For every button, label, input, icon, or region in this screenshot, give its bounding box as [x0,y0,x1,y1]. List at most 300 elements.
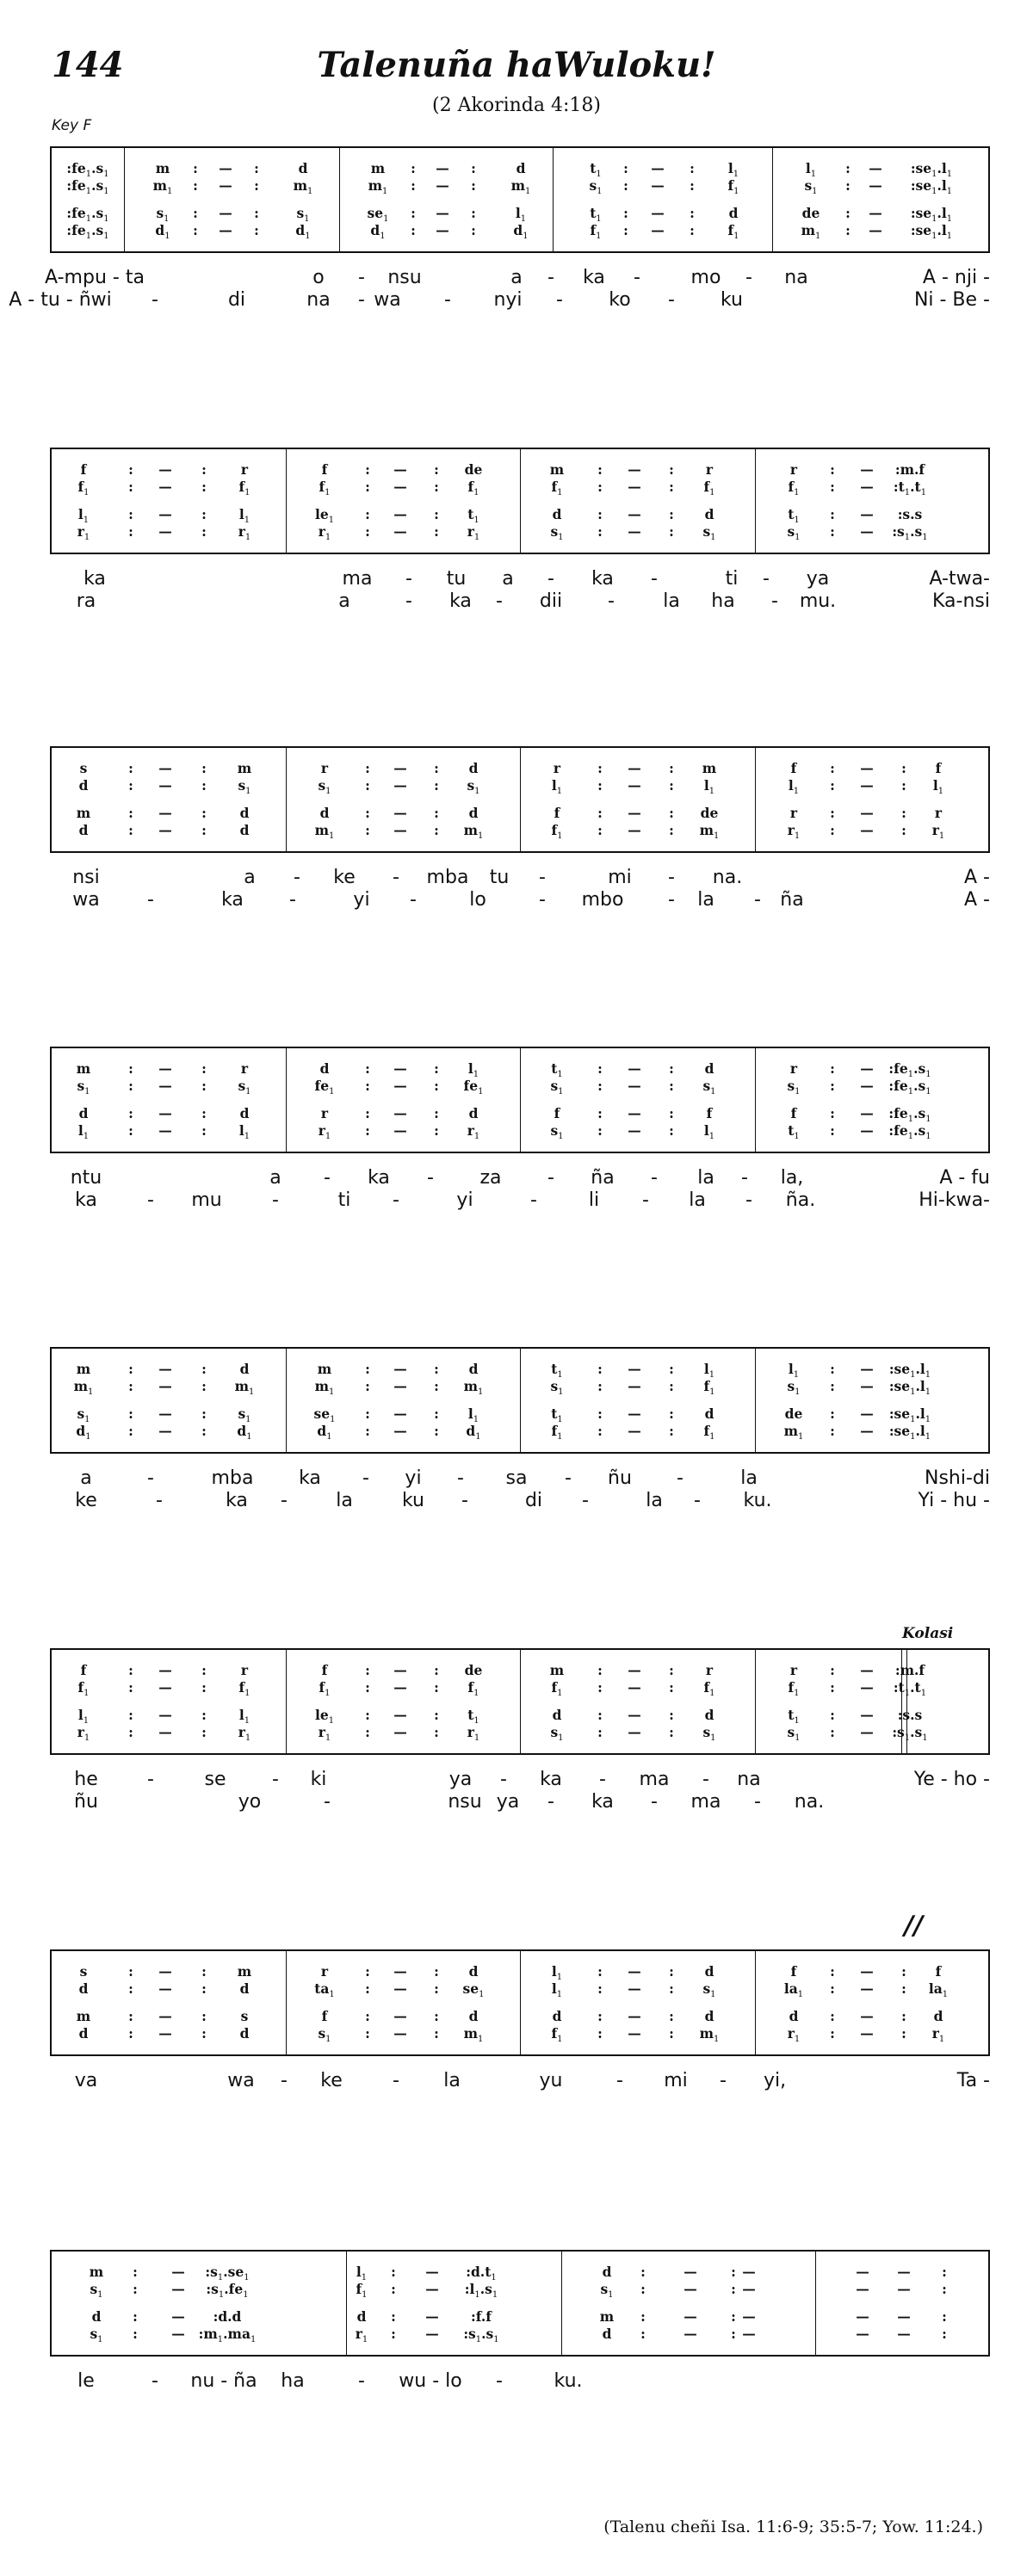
solfa-note: $t_1$ [467,1707,479,1727]
lyric-syllable: ke [320,2070,343,2091]
solfa-note: $l_1$ [77,506,90,526]
solfa-note: — [393,760,407,776]
solfa-note: : [434,523,439,540]
lyric-syllable: dii [539,590,563,612]
solfa-note: — [628,805,641,821]
solfa-note: $f_1$ [551,2025,563,2045]
solfa-note: $:s_1.s_1$ [892,523,928,543]
solfa-note: — [860,479,874,495]
solfa-note: $l_1$ [788,1361,800,1381]
solfa-note: $f_1$ [551,1423,563,1442]
solfa-note: : [669,1060,674,1077]
solfa-note: : [434,1122,439,1139]
lyric-syllable: nyi [493,289,523,311]
solfa-note: : [830,1662,835,1678]
solfa-note: $l_1$ [932,777,944,797]
solfa-note: f [321,461,328,478]
staff-system [50,146,990,253]
solfa-note: — [628,1423,641,1439]
lyric-syllable: A - [964,889,990,911]
solfa-note: $m_1$ [368,177,388,197]
solfa-note: — [628,1724,641,1740]
solfa-note: :s.s [897,1707,923,1723]
lyric-syllable: - [281,2070,288,2091]
solfa-note: — [171,2308,185,2325]
solfa-note: $s_1$ [787,1724,801,1744]
lyric-syllable: - [393,1189,399,1211]
lyric-syllable: - [741,1167,748,1189]
solfa-note: : [365,523,370,540]
lyric-syllable: - [405,590,412,612]
solfa-note: $s_1$ [804,177,818,197]
solfa-note: $s_1$ [318,777,331,797]
lyric-syllable: - [147,1467,154,1489]
solfa-note: d [552,506,562,522]
solfa-note: f [790,1105,797,1121]
staff-system [50,2250,990,2357]
lyric-syllable: ku. [743,1490,772,1511]
key-signature: Key F [52,117,92,134]
solfa-note: — [158,1405,172,1422]
lyric-syllable: - [745,267,752,288]
solfa-note: r [553,760,561,776]
lyric-syllable: - [393,867,399,888]
solfa-note: : [201,1980,207,1997]
breath-mark: // [904,1911,923,1941]
solfa-note: : [830,1060,835,1077]
solfa-note: : [830,1980,835,1997]
lyric-syllable: - [358,267,365,288]
solfa-note: : [193,177,198,194]
solfa-note: : [731,2264,736,2280]
solfa-note: : [669,1378,674,1394]
lyric-syllable: - [496,2370,503,2392]
lyric-syllable: va [74,2070,98,2091]
solfa-note: — [158,1679,172,1696]
solfa-note: — [436,222,449,238]
lyric-syllable: - [771,590,778,612]
solfa-note: $:se_1.l_1$ [910,177,953,197]
solfa-note: d [468,805,479,821]
solfa-note: : [597,1679,603,1696]
lyric-syllable: - [547,1167,554,1189]
solfa-note: : [434,2025,439,2042]
solfa-note: : [830,1078,835,1094]
solfa-note: : [128,1361,133,1377]
solfa-note: : [434,760,439,776]
solfa-note: de [801,205,820,221]
kolasi-label: Kolasi [902,1625,954,1642]
solfa-note: $r_1$ [77,523,90,543]
scripture-reference: (2 Akorinda 4:18) [432,95,601,116]
solfa-note: m [76,1060,91,1077]
solfa-note: — [651,160,665,176]
lyric-syllable: nsu [448,1791,482,1813]
barline [339,148,340,251]
solfa-note: : [901,2025,906,2042]
solfa-note: : [365,1707,370,1723]
solfa-note: $f_1$ [467,479,479,498]
lyric-syllable: ha [711,590,735,612]
lyric-syllable: la [740,1467,758,1489]
lyric-syllable: - [668,889,675,911]
lyric-syllable: lo [469,889,486,911]
solfa-note: $f_1$ [238,479,251,498]
solfa-note: : [597,1662,603,1678]
lyric-syllable: - [642,1189,649,1211]
lyric-syllable: ma [690,1791,721,1813]
solfa-note: r [320,1105,329,1121]
solfa-note: — [158,777,172,794]
solfa-note: $la_1$ [783,1980,804,2000]
solfa-note: :m.f [894,1662,925,1678]
solfa-note: d [78,1980,89,1997]
solfa-note: $f_1$ [319,479,331,498]
solfa-note: d [602,2264,612,2280]
solfa-note: $:fe_1.s_1$ [888,1060,931,1080]
solfa-note: — [856,2264,869,2280]
lyric-syllable: na. [712,867,743,888]
lyric-syllable: ka [368,1167,390,1189]
solfa-note: — [158,2008,172,2024]
solfa-note: $d_1$ [237,1423,252,1442]
solfa-note: $l_1$ [238,1122,251,1142]
solfa-note: — [684,2264,697,2280]
solfa-note: : [434,1423,439,1439]
solfa-note: — [436,160,449,176]
solfa-note: $:t_1.t_1$ [893,479,927,498]
solfa-note: $l_1$ [238,1707,251,1727]
solfa-note: — [171,2264,185,2280]
solfa-note: — [158,1707,172,1723]
lyric-syllable: ka [299,1467,321,1489]
solfa-note: : [731,2281,736,2297]
lyric-syllable: ti [337,1189,351,1211]
solfa-note: : [201,1078,207,1094]
solfa-note: $:se_1.l_1$ [888,1361,931,1381]
lyric-syllable: - [281,1490,288,1511]
solfa-note: f [935,1963,942,1980]
lyric-syllable: ka [583,267,605,288]
solfa-note: : [434,1662,439,1678]
solfa-note: : [669,506,674,522]
solfa-note: $l_1$ [788,777,800,797]
solfa-note: : [365,1078,370,1094]
solfa-note: $:fe_1.s_1$ [888,1122,931,1142]
lyric-syllable: ma [342,568,373,590]
lyric-syllable: A - fu [939,1167,990,1189]
lyric-syllable: la [646,1490,663,1511]
solfa-note: : [845,205,851,221]
solfa-note: de [464,1662,483,1678]
solfa-note: : [365,1405,370,1422]
solfa-note: : [597,479,603,495]
solfa-note: : [201,822,207,838]
lyric-syllable: A - nji - [922,267,990,288]
solfa-note: : [830,1724,835,1740]
solfa-note: — [158,822,172,838]
solfa-note: : [193,160,198,176]
solfa-note: : [597,2025,603,2042]
solfa-note: : [201,1105,207,1121]
lyric-syllable: Ka-nsi [932,590,990,612]
solfa-note: — [436,205,449,221]
solfa-note: $f_1$ [727,222,739,242]
solfa-note: : [254,177,259,194]
solfa-note: : [133,2281,138,2297]
solfa-note: $f_1$ [551,479,563,498]
solfa-note: — [393,1378,407,1394]
solfa-note: : [597,1707,603,1723]
solfa-note: m [549,1662,565,1678]
lyric-syllable: Yi - hu - [918,1490,990,1511]
solfa-note: d [516,160,526,176]
solfa-note: — [628,1361,641,1377]
lyric-syllable: se [204,1769,226,1790]
solfa-note: $se_1$ [462,1980,485,2000]
solfa-note: $d_1$ [295,222,311,242]
solfa-note: $r_1$ [467,523,480,543]
lyric-syllable: ha [281,2370,305,2392]
solfa-note: d [704,1060,714,1077]
solfa-note: r [705,1662,714,1678]
solfa-note: : [434,1707,439,1723]
solfa-note: : [391,2308,396,2325]
barline [772,148,773,251]
solfa-note: m [89,2264,104,2280]
barline [755,1048,756,1152]
solfa-note: — [393,777,407,794]
solfa-note: $s_1$ [702,1980,716,2000]
solfa-note: r [789,1662,798,1678]
solfa-note: d [91,2308,102,2325]
solfa-note: — [393,1361,407,1377]
solfa-note: $s_1$ [550,1078,564,1097]
solfa-note: s [240,2008,249,2024]
lyric-syllable: - [539,889,546,911]
solfa-note: $:fe_1.s_1$ [66,222,109,242]
solfa-note: : [128,805,133,821]
solfa-note: : [201,1662,207,1678]
solfa-note: : [669,523,674,540]
solfa-note: : [690,160,695,176]
solfa-note: $:se_1.l_1$ [888,1405,931,1425]
solfa-note: — [628,479,641,495]
lyric-syllable: - [324,1791,331,1813]
solfa-note: — [860,1122,874,1139]
lyric-syllable: - [539,867,546,888]
solfa-note: $f_1$ [77,1679,90,1699]
solfa-note: — [158,1423,172,1439]
solfa-note: — [684,2308,697,2325]
barline [520,449,521,553]
solfa-note: : [193,222,198,238]
solfa-note: m [76,805,91,821]
solfa-note: : [365,1662,370,1678]
solfa-note: : [901,1963,906,1980]
solfa-note: — [219,177,232,194]
staff-system [50,1047,990,1153]
solfa-note: : [640,2264,646,2280]
lyric-syllable: ka [449,590,472,612]
solfa-note: : [128,1963,133,1980]
solfa-note: $:fe_1.s_1$ [888,1105,931,1125]
solfa-note: d [552,2008,562,2024]
lyric-syllable: - [410,889,417,911]
solfa-note: : [201,1679,207,1696]
solfa-note: $t_1$ [551,1060,563,1080]
solfa-note: : [901,1980,906,1997]
solfa-note: — [219,160,232,176]
lyric-syllable: yi [405,1467,422,1489]
barline [520,748,521,851]
solfa-note: d [78,2025,89,2042]
solfa-note: : [640,2308,646,2325]
lyric-syllable: mu. [799,590,837,612]
solfa-note: m [237,760,252,776]
solfa-note: : [128,1724,133,1740]
solfa-note: — [860,777,874,794]
barline [286,1349,287,1452]
solfa-note: — [171,2281,185,2297]
solfa-note: $:fe_1.s_1$ [66,160,109,180]
solfa-note: :f.f [471,2308,492,2325]
staff-system [50,1347,990,1454]
solfa-note: $f_1$ [703,1423,715,1442]
solfa-note: — [742,2326,756,2342]
solfa-note: : [830,777,835,794]
solfa-note: — [856,2308,869,2325]
solfa-note: — [897,2326,911,2342]
solfa-note: : [597,1105,603,1121]
solfa-note: : [901,805,906,821]
solfa-note: — [860,1423,874,1439]
solfa-note: $s_1$ [467,777,480,797]
solfa-note: $:s_1.se_1$ [205,2264,250,2283]
lyric-syllable: - [616,2070,623,2091]
solfa-note: $:se_1.l_1$ [910,222,953,242]
solfa-note: : [411,160,416,176]
solfa-note: : [434,506,439,522]
solfa-note: : [365,506,370,522]
staff-system [50,1949,990,2056]
solfa-note: — [158,479,172,495]
lyric-syllable: - [677,1467,684,1489]
solfa-note: : [365,1060,370,1077]
lyric-syllable: - [547,267,554,288]
solfa-note: : [434,805,439,821]
solfa-note: :m.f [894,461,925,478]
solfa-note: $r_1$ [931,2025,945,2045]
solfa-note: d [239,1105,250,1121]
solfa-note: : [365,1963,370,1980]
lyric-syllable: a [269,1167,281,1189]
solfa-note: $f_1$ [703,1378,715,1398]
solfa-note: : [623,205,628,221]
solfa-note: — [158,1078,172,1094]
solfa-note: — [628,2025,641,2042]
solfa-note: : [201,1963,207,1980]
solfa-note: — [869,160,882,176]
solfa-note: f [554,805,560,821]
lyric-syllable: mba [426,867,469,888]
solfa-note: : [669,461,674,478]
solfa-note: $f_1$ [727,177,739,197]
solfa-note: $s_1$ [550,523,564,543]
solfa-note: $:s_1.s_1$ [463,2326,499,2345]
lyric-syllable: la [689,1189,706,1211]
solfa-note: $t_1$ [551,1361,563,1381]
solfa-note: : [690,222,695,238]
solfa-note: $r_1$ [931,822,945,842]
solfa-note: — [393,1963,407,1980]
solfa-note: $s_1$ [550,1378,564,1398]
solfa-note: : [434,1679,439,1696]
solfa-note: — [393,805,407,821]
lyric-syllable: - [457,1467,464,1489]
solfa-note: : [201,506,207,522]
solfa-note: : [640,2326,646,2342]
solfa-note: — [393,1405,407,1422]
solfa-note: $r_1$ [238,1724,251,1744]
solfa-note: : [365,461,370,478]
lyric-syllable: ku [401,1490,425,1511]
solfa-note: $s_1$ [589,177,603,197]
solfa-note: — [393,1679,407,1696]
solfa-note: — [393,1060,407,1077]
solfa-note: de [464,461,483,478]
lyric-syllable: - [754,1791,761,1813]
solfa-note: : [597,461,603,478]
lyric-syllable: - [720,2070,727,2091]
solfa-note: — [393,479,407,495]
solfa-note: : [434,1060,439,1077]
solfa-note: : [365,2025,370,2042]
lyric-syllable: ke [75,1490,97,1511]
solfa-note: — [897,2264,911,2280]
solfa-note: : [201,1122,207,1139]
solfa-note: $:s_1.fe_1$ [206,2281,249,2301]
lyric-syllable: - [608,590,615,612]
solfa-note: $:t_1.t_1$ [893,1679,927,1699]
solfa-note: $d_1$ [76,1423,91,1442]
solfa-note: — [860,461,874,478]
solfa-note: $l_1$ [551,1963,563,1983]
solfa-note: d [468,1105,479,1121]
lyric-syllable: - [582,1490,589,1511]
solfa-note: $f_1$ [319,1679,331,1699]
solfa-note: r [705,461,714,478]
solfa-note: : [434,479,439,495]
solfa-note: : [830,1361,835,1377]
solfa-note: d [789,2008,799,2024]
footer-reference: (Talenu cheñi Isa. 11:6-9; 35:5-7; Yow. 11:24.) [603,2517,983,2536]
solfa-note: d [468,1963,479,1980]
lyric-syllable: - [272,1189,279,1211]
lyric-syllable: ka [226,1490,248,1511]
solfa-note: — [171,2326,185,2342]
solfa-note: : [830,1679,835,1696]
solfa-note: : [597,1078,603,1094]
solfa-note: — [860,805,874,821]
solfa-note: $l_1$ [515,205,527,225]
solfa-note: — [393,822,407,838]
solfa-note: d [298,160,308,176]
solfa-note: : [471,222,476,238]
solfa-note: de [784,1405,803,1422]
solfa-note: : [365,1980,370,1997]
solfa-note: : [597,1963,603,1980]
